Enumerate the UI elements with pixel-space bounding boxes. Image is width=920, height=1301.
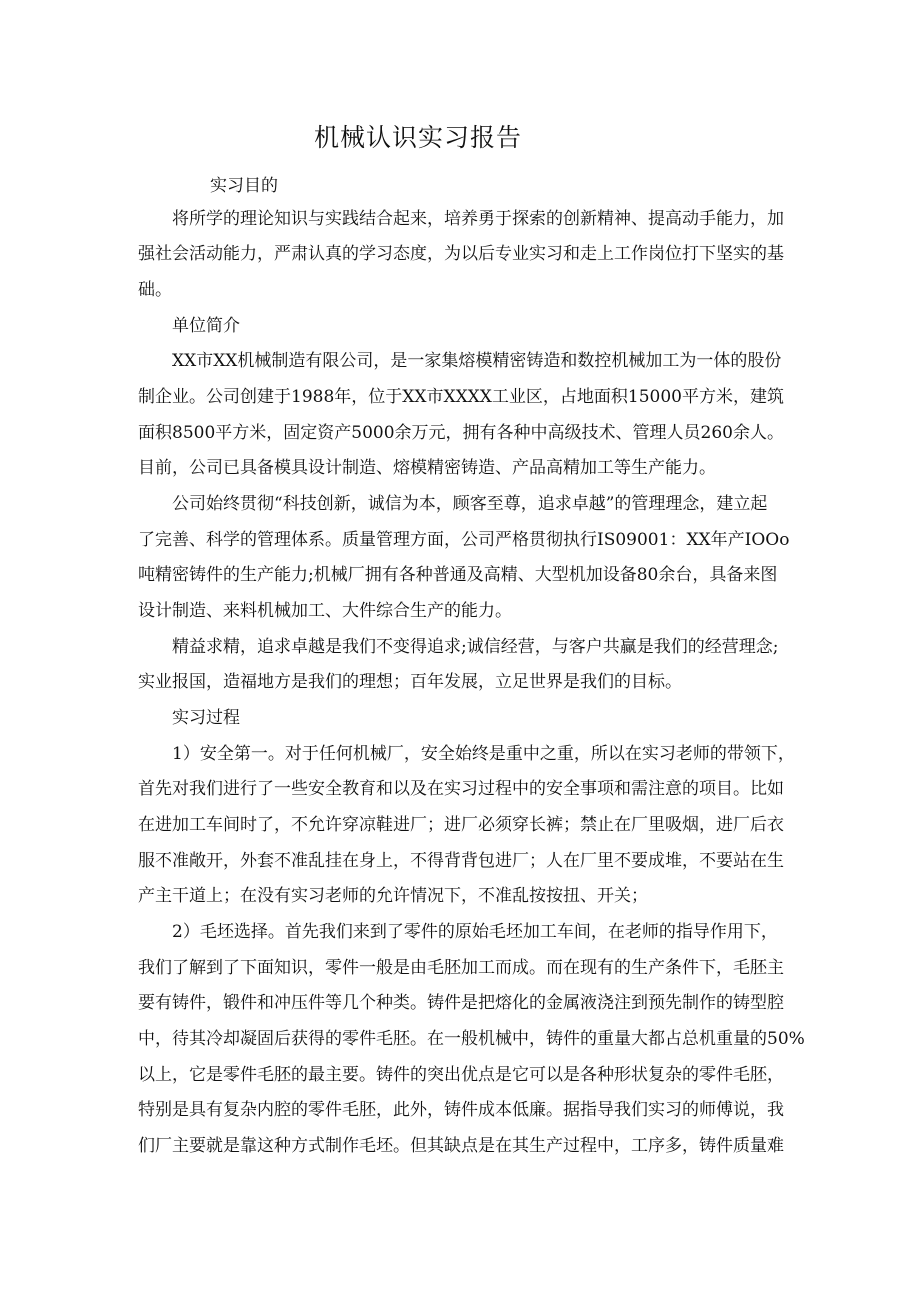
paragraph-line: 精益求精，追求卓越是我们不变得追求;诚信经营，与客户共赢是我们的经营理念;: [172, 637, 779, 657]
section-heading-process: 实习过程: [172, 708, 240, 728]
paragraph-line: 们厂主要就是靠这种方式制作毛坯。但其缺点是在其生产过程中，工序多，铸件质量难: [138, 1136, 784, 1156]
paragraph-line: 了完善、科学的管理体系。质量管理方面，公司严格贯彻执行IS09001：XX年产IOOo: [138, 530, 790, 550]
paragraph-line: 特别是具有复杂内腔的零件毛胚，此外，铸件成本低廉。据指导我们实习的师傅说，我: [138, 1100, 784, 1120]
paragraph-line: XX市XX机械制造有限公司，是一家集熔模精密铸造和数控机械加工为一体的股份: [172, 351, 782, 371]
paragraph-line: 以上，它是零件毛胚的最主要。铸件的突出优点是它可以是各种形状复杂的零件毛胚，: [138, 1065, 784, 1085]
paragraph-line: 产主干道上；在没有实习老师的允许情况下，不准乱按按扭、开关；: [138, 886, 648, 906]
paragraph-line: 1）安全第一。对于任何机械厂，安全始终是重中之重，所以在实习老师的带领下，: [172, 744, 795, 764]
paragraph-line: 强社会活动能力，严肃认真的学习态度，为以后专业实习和走上工作岗位打下坚实的基: [138, 244, 784, 264]
paragraph-line: 服不准敞开，外套不准乱挂在身上，不得背背包进厂；人在厂里不要成堆，不要站在生: [138, 851, 784, 871]
paragraph-line: 础。: [138, 280, 172, 300]
paragraph-line: 目前，公司已具备模具设计制造、熔模精密铸造、产品高精加工等生产能力。: [138, 458, 716, 478]
paragraph-line: 制企业。公司创建于1988年，位于XX市XXXX工业区，占地面积15000平方米，建筑: [138, 387, 784, 407]
paragraph-line: 2）毛坯选择。首先我们来到了零件的原始毛坯加工车间，在老师的指导作用下，: [172, 922, 778, 942]
paragraph-line: 吨精密铸件的生产能力;机械厂拥有各种普通及高精、大型机加设备80余台，具备来图: [138, 565, 778, 585]
paragraph-line: 在进加工车间时了，不允许穿凉鞋进厂；进厂必须穿长裤；禁止在厂里吸烟，进厂后衣: [138, 815, 784, 835]
paragraph-line: 中，待其冷却凝固后获得的零件毛胚。在一般机械中，铸件的重量大都占总机重量的50%: [138, 1029, 805, 1049]
paragraph-line: 要有铸件，锻件和冲压件等几个种类。铸件是把熔化的金属液浇注到预先制作的铸型腔: [138, 993, 784, 1013]
paragraph-line: 我们了解到了下面知识，零件一般是由毛胚加工而成。而在现有的生产条件下，毛胚主: [138, 958, 784, 978]
paragraph-line: 设计制造、来料机械加工、大件综合生产的能力。: [138, 601, 512, 621]
document-title: 机械认识实习报告: [313, 123, 522, 152]
paragraph-line: 公司始终贯彻“科技创新，诚信为本，顾客至尊，追求卓越”的管理理念，建立起: [172, 494, 768, 514]
paragraph-line: 面积8500平方米，固定资产5000余万元，拥有各种中高级技术、管理人员260余人。: [138, 423, 784, 443]
section-heading-company: 单位简介: [172, 316, 240, 336]
section-heading-purpose: 实习目的: [210, 176, 278, 196]
paragraph-line: 首先对我们进行了一些安全教育和以及在实习过程中的安全事项和需注意的项目。比如: [138, 779, 784, 799]
paragraph-line: 实业报国，造福地方是我们的理想；百年发展，立足世界是我们的目标。: [138, 672, 682, 692]
paragraph-line: 将所学的理论知识与实践结合起来，培养勇于探索的创新精神、提高动手能力，加: [172, 209, 784, 229]
